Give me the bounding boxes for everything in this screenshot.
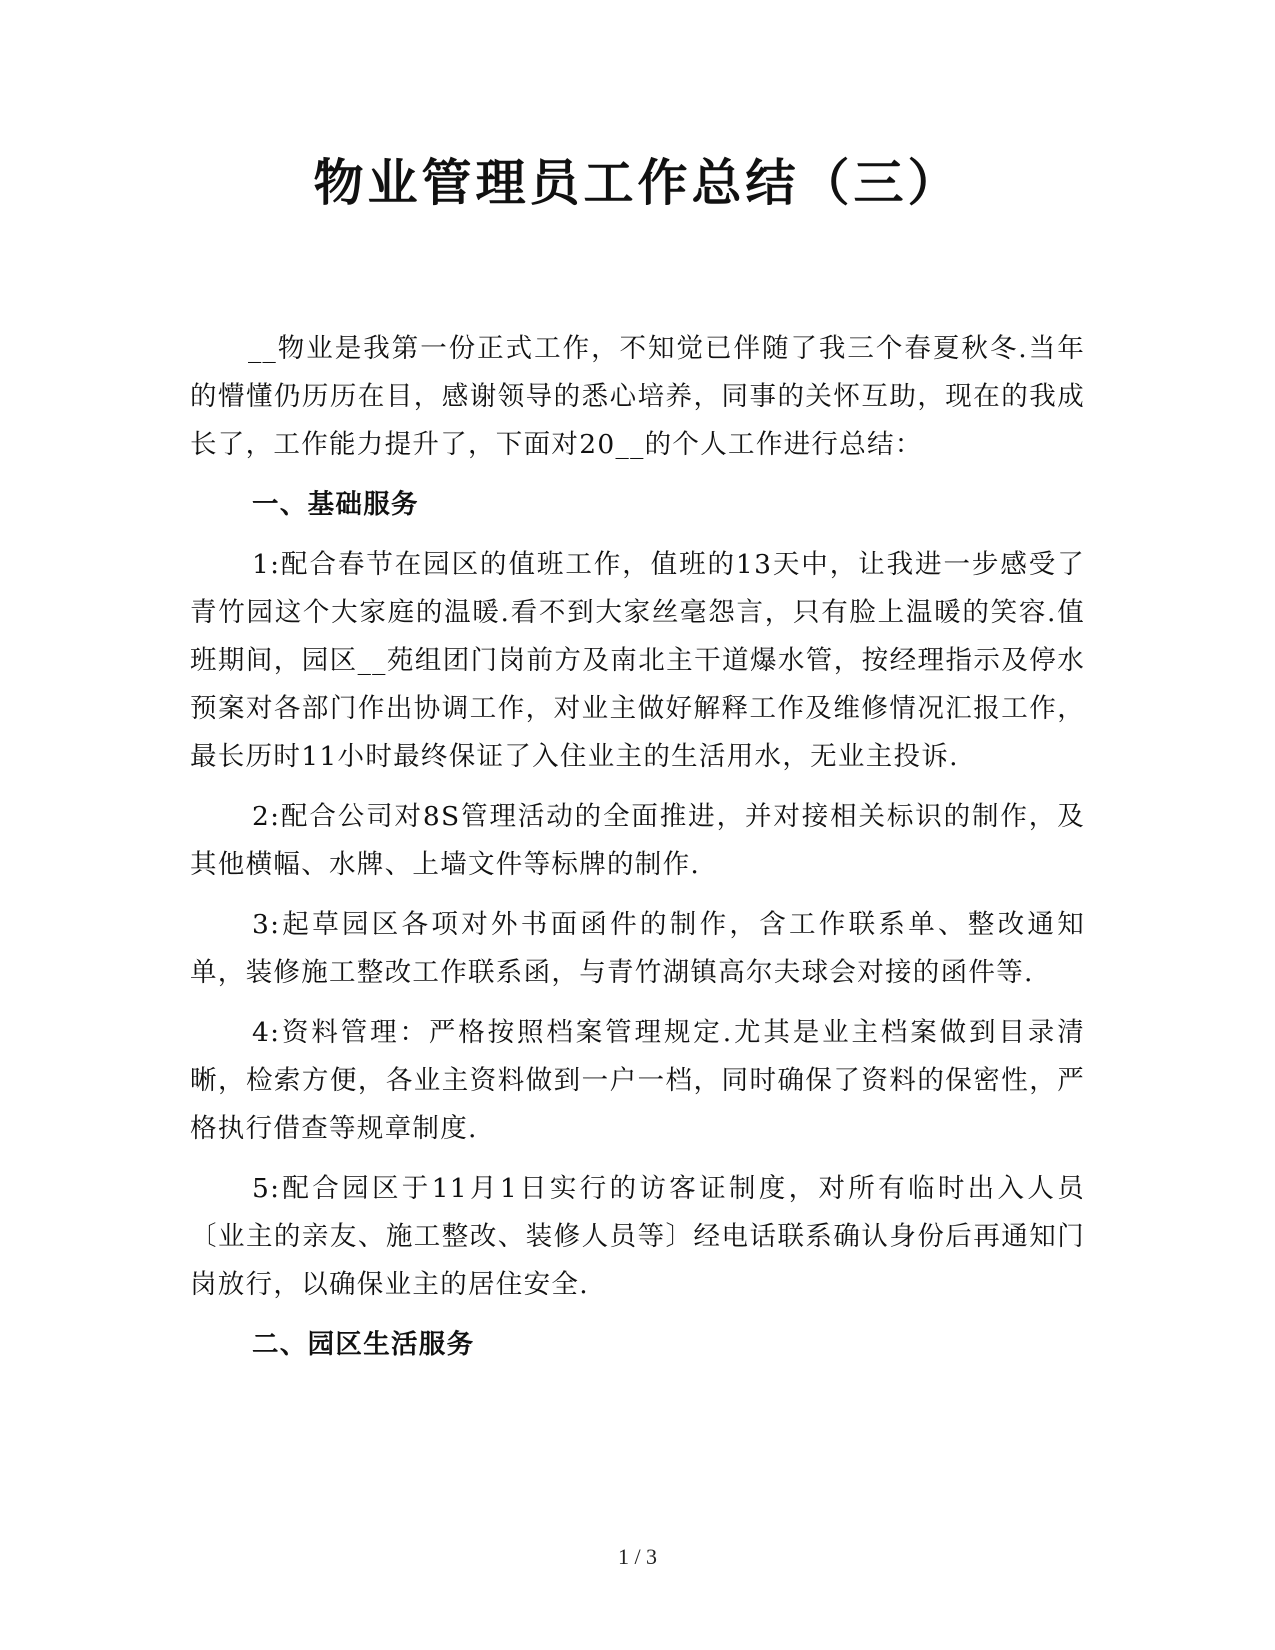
intro-paragraph: __物业是我第一份正式工作，不知觉已伴随了我三个春夏秋冬.当年的懵懂仍历历在目，感谢领导的悉心培养，同事的关怀互助，现在的我成长了，工作能力提升了，下面对20__的个人工作进行总结： [190, 333, 1085, 460]
page-number: 1 / 3 [617, 1544, 658, 1569]
section-heading-life-services: 二、园区生活服务 [252, 1329, 475, 1360]
list-item: 5:配合园区于11月1日实行的访客证制度，对所有临时出入人员〔业主的亲友、施工整改、装修人员等〕经电话联系确认身份后再通知门岗放行，以确保业主的居住安全. [190, 1173, 1085, 1300]
document-title: 物业管理员工作总结（三） [313, 154, 962, 212]
list-item: 3:起草园区各项对外书面函件的制作，含工作联系单、整改通知单，装修施工整改工作联系函，与青竹湖镇高尔夫球会对接的函件等. [190, 909, 1085, 988]
section-heading-basic-services: 一、基础服务 [252, 489, 419, 520]
list-item: 2:配合公司对8S管理活动的全面推进，并对接相关标识的制作，及其他横幅、水牌、上墙文件等标牌的制作. [190, 801, 1085, 880]
document-body [190, 325, 1085, 1381]
list-item: 1:配合春节在园区的值班工作，值班的13天中，让我进一步感受了青竹园这个大家庭的温暖.看不到大家丝毫怨言，只有脸上温暖的笑容.值班期间，园区__苑组团门岗前方及南北主干道爆水管，按经理指示及停水预案对各部门作出协调工作，对业主做好解释工作及维修情况汇报工作，最长历时11小时最终保证了入住业主的生活用水，无业主投诉. [190, 549, 1085, 772]
list-item: 4:资料管理：严格按照档案管理规定.尤其是业主档案做到目录清晰，检索方便，各业主资料做到一户一档，同时确保了资料的保密性，严格执行借查等规章制度. [190, 1017, 1085, 1144]
